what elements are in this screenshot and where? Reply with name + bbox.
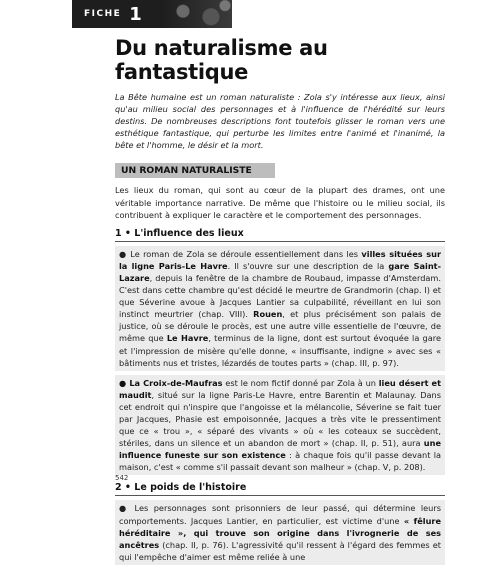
text-run: (chap. II, p. 76). L'agressivité qu'il ressent à l'égard des femmes et qui l'empêche d'aimer est même reliée à une [119, 539, 441, 562]
subheading-1-rule [115, 241, 445, 242]
bullet-paragraph-2 [115, 375, 445, 476]
subheading-2-rule [115, 495, 445, 496]
keyword: « fêlure héréditaire », qui trouve son origine dans l'ivrognerie de ses ancêtres [119, 515, 441, 550]
keyword: gare Saint-Lazare [119, 260, 441, 283]
fiche-number: 1 [129, 3, 142, 25]
page-number: 542 [115, 474, 129, 482]
text-run: : à chaque fois qu'il passe devant la maison, c'est « comme s'il passait devant son malheur » (chap. V, p. 208). [119, 450, 442, 473]
text-run: , situé sur la ligne Paris-Le Havre, entre Barentin et Malaunay. Dans cet endroit qui n'inspire que l'angoisse et la mélancolie, Séverine se fait tuer par Jacques, Phasie est empoisonnée, Jacques a très vite le pressentiment que ce « trou », « séparé des vivants » où « les coteaux se succèdent, stériles, dans un silence et un abandon de mort » (chap. II, p. 51), aura [119, 389, 441, 449]
text-run: , depuis la fenêtre de la chambre de Roubaud, impasse d'Amsterdam. C'est dans cette chambre qu'est décidé le meurtre de Grandmorin (chap. I) et que Séverine avoue à Jacques Lantier sa culpabilité, réveillant en lui son instinct meurtrier (chap. VIII). [119, 272, 441, 320]
section-heading [115, 163, 275, 178]
bullet-paragraph-1 [115, 246, 445, 371]
keyword: Rouen [253, 309, 283, 320]
subheading-2: 2 • Le poids de l'histoire [115, 482, 247, 494]
fiche-tab [72, 0, 232, 28]
text-run: ● Les personnages sont prisonniers de leur passé, qui détermine leurs comportements. Jacques Lantier, en particulier, est victime d'une [119, 503, 441, 526]
intro-paragraph [115, 91, 445, 151]
page-title: Du naturalisme au fantastique [115, 36, 328, 84]
text-run: est le nom fictif donné par Zola à un [222, 377, 379, 388]
intro-book-title: La Bête humaine [115, 92, 187, 102]
intro-text: est un roman naturaliste : Zola s'y intéresse aux lieux, ainsi qu'au milieu social des personnages et à l'influence de l'hérédité sur leurs destins. De nombreuses descriptions font toutefois glisser le roman vers une esthétique fantastique, qui perturbe les limites entre l'animé et l'inanimé, la bête et l'homme, le désir et la mort. [115, 92, 445, 151]
keyword: villes situées sur la ligne Paris-Le Havre [119, 248, 441, 271]
keyword: Le Havre [166, 333, 209, 344]
fiche-label: FICHE [84, 9, 122, 19]
keyword: lieu désert et maudit [119, 377, 441, 400]
text-run: . Il s'ouvre sur une description de la [227, 260, 389, 271]
keyword: ● La Croix-de-Maufras [119, 377, 223, 388]
keyword: une influence funeste sur son existence [119, 438, 441, 461]
text-run: , et plus précisément son palais de justice, où se déroule le procès, est une autre ville essentielle de l'œuvre, de même que [119, 309, 441, 344]
page-content [115, 36, 445, 565]
tab-decoration [162, 0, 232, 28]
text-run: ● Le roman de Zola se déroule essentiellement dans les [119, 248, 362, 259]
bullet-paragraph-3 [115, 500, 445, 564]
section-heading-label: UN ROMAN NATURALISTE [121, 165, 252, 177]
section-intro: Les lieux du roman, qui sont au cœur de la plupart des drames, ont une véritable importance narrative. De même que l'histoire ou le milieu social, ils contribuent à expliquer le caractère et le comportement des personnages. [115, 185, 445, 220]
subheading-1: 1 • L'influence des lieux [115, 227, 244, 239]
text-run: , terminus de la ligne, dont est surtout évoquée la gare et l'impression de misère qu'elle donne, « insuffisante, indigne » avec ses « bâtiments nus et tristes, lézardés de toutes parts » (chap. III, p. 97). [119, 333, 441, 368]
